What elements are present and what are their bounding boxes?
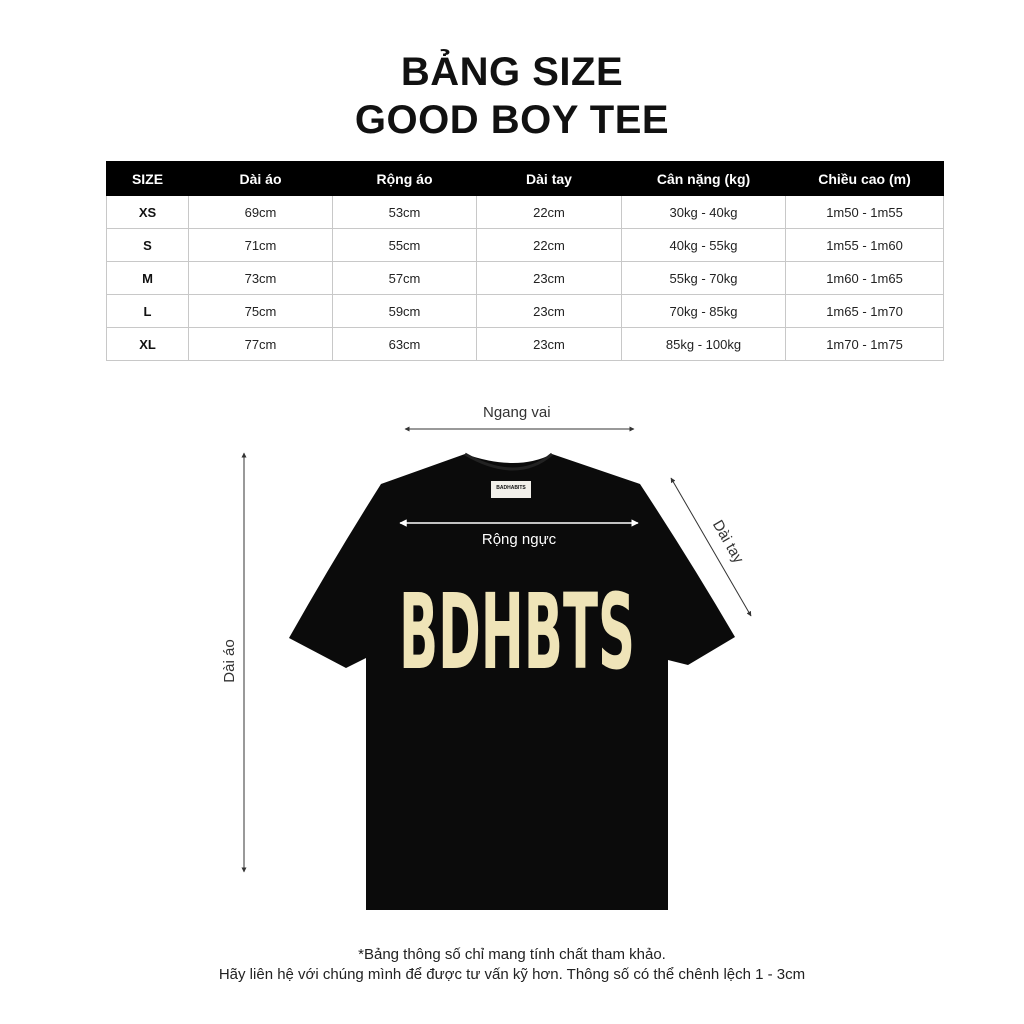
tshirt-diagram	[0, 380, 1024, 920]
table-cell: 1m55 - 1m60	[786, 229, 944, 262]
table-cell: 23cm	[477, 262, 622, 295]
length-label: Dài áo	[221, 639, 238, 683]
sleeve-label: Dài tay	[708, 517, 747, 567]
header-sleeve: Dài tay	[477, 162, 622, 196]
table-cell: 23cm	[477, 328, 622, 361]
table-row	[107, 229, 944, 262]
shirt-print: BDHBTS	[399, 571, 635, 693]
table-row	[107, 262, 944, 295]
table-cell: M	[107, 262, 189, 295]
table-row	[107, 196, 944, 229]
table-cell: 40kg - 55kg	[622, 229, 786, 262]
table-cell: XS	[107, 196, 189, 229]
table-cell: 22cm	[477, 229, 622, 262]
table-cell: 1m70 - 1m75	[786, 328, 944, 361]
table-cell: 85kg - 100kg	[622, 328, 786, 361]
table-cell: 57cm	[333, 262, 477, 295]
table-cell: L	[107, 295, 189, 328]
table-cell: 55kg - 70kg	[622, 262, 786, 295]
table-cell: 22cm	[477, 196, 622, 229]
table-row	[107, 328, 944, 361]
page-title-line1: BẢNG SIZE	[400, 50, 624, 94]
table-cell: 70kg - 85kg	[622, 295, 786, 328]
footnote-line1: *Bảng thông số chỉ mang tính chất tham khảo.	[358, 946, 666, 963]
table-cell: 1m60 - 1m65	[786, 262, 944, 295]
header-width: Rộng áo	[333, 162, 477, 196]
table-cell: 30kg - 40kg	[622, 196, 786, 229]
table-row	[107, 295, 944, 328]
table-cell: 77cm	[189, 328, 333, 361]
table-cell: 71cm	[189, 229, 333, 262]
table-cell: 69cm	[189, 196, 333, 229]
table-cell: 63cm	[333, 328, 477, 361]
header-weight: Cân nặng (kg)	[622, 162, 786, 196]
shoulder-label: Ngang vai	[483, 404, 551, 421]
table-cell: 73cm	[189, 262, 333, 295]
table-cell: 1m65 - 1m70	[786, 295, 944, 328]
header-size: SIZE	[107, 162, 189, 196]
table-cell: 53cm	[333, 196, 477, 229]
table-cell: 1m50 - 1m55	[786, 196, 944, 229]
size-table	[106, 161, 944, 361]
table-cell: XL	[107, 328, 189, 361]
footnote-line2: Hãy liên hệ với chúng mình để được tư vấn kỹ hơn. Thông số có thể chênh lệch 1 - 3cm	[218, 966, 806, 983]
table-cell: S	[107, 229, 189, 262]
table-cell: 55cm	[333, 229, 477, 262]
page-title-line2: GOOD BOY TEE	[354, 98, 670, 142]
table-cell: 75cm	[189, 295, 333, 328]
table-header-row	[107, 162, 944, 196]
header-height: Chiều cao (m)	[786, 162, 944, 196]
header-length: Dài áo	[189, 162, 333, 196]
neck-tag-text: BADHABITS	[496, 485, 526, 491]
chest-label: Rộng ngực	[481, 531, 557, 548]
table-cell: 23cm	[477, 295, 622, 328]
table-cell: 59cm	[333, 295, 477, 328]
